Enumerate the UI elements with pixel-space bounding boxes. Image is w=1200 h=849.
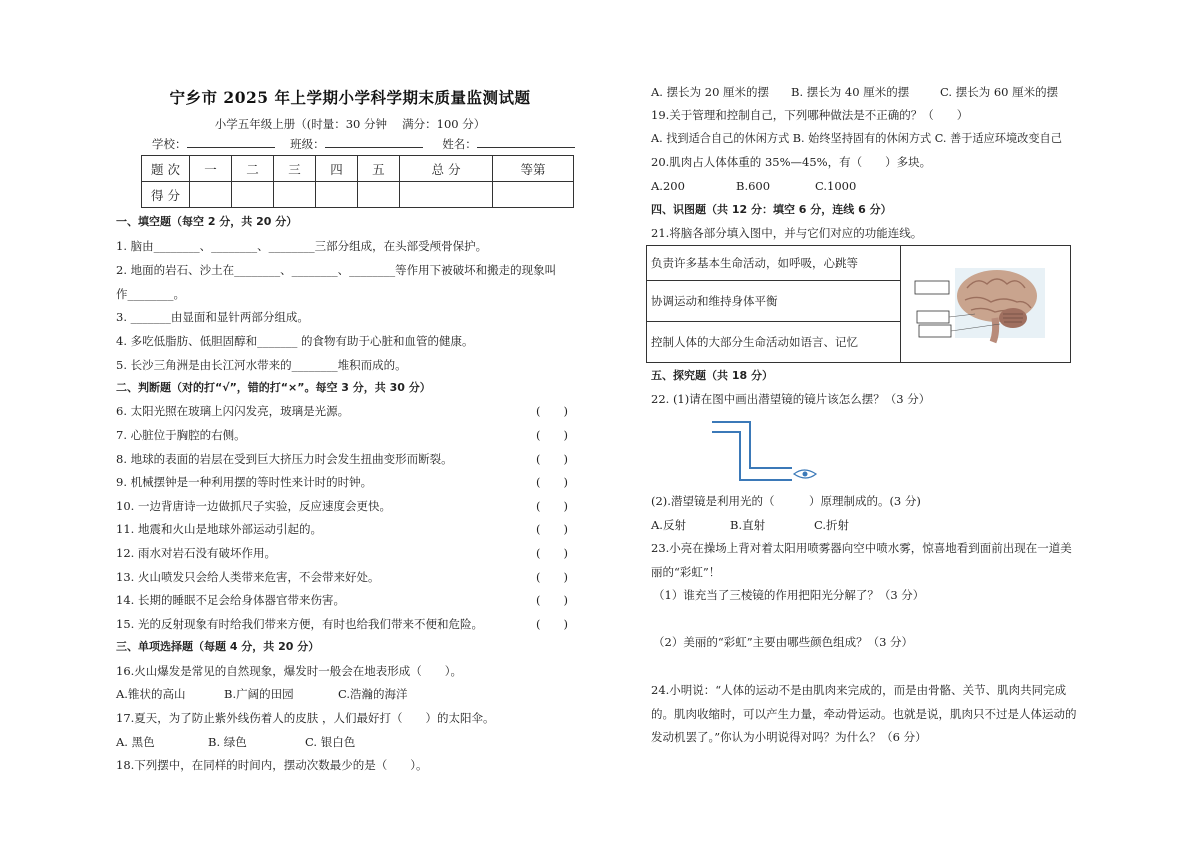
name-blank[interactable] (477, 136, 575, 148)
student-info-line (152, 136, 575, 152)
score-cell[interactable] (315, 182, 357, 208)
section4-heading: 四、识图题（共 12 分：填空 6 分，连线 6 分） (651, 203, 892, 216)
score-header-cell: 一 (190, 156, 232, 182)
q20-option-a[interactable]: A.200 (651, 179, 685, 193)
section2-heading: 二、判断题（对的打“√”，错的打“×”。每空 3 分，共 30 分） (116, 381, 431, 394)
score-header-cell: 题 次 (142, 156, 190, 182)
answer-paren[interactable]: ( ) (536, 452, 568, 466)
answer-paren[interactable]: ( ) (536, 522, 568, 536)
q18-option-c[interactable]: C. 摆长为 60 厘米的摆 (940, 85, 1059, 99)
brain-image-cell (901, 246, 1071, 363)
question-22-part1: 22. (1)请在图中画出潜望镜的镜片该怎么摆？（3 分） (651, 392, 931, 406)
brain-illustration (905, 248, 1070, 358)
answer-paren[interactable]: ( ) (536, 546, 568, 560)
question-2a: 2. 地面的岩石、沙土在________、________、________等作用下被破坏和搬走的现象叫 (116, 263, 557, 277)
question-3: 3. _______由显面和显针两部分组成。 (116, 310, 309, 324)
function-cerebrum[interactable]: 控制人体的大部分生命活动如语言、记忆 (647, 322, 901, 363)
judge-item: 15. 光的反射现象有时给我们带来方便，有时也给我们带来不便和危险。 (116, 617, 483, 631)
judge-item: 8. 地球的表面的岩层在受到巨大挤压力时会发生扭曲变形而断裂。 (116, 452, 453, 466)
school-label: 学校： (152, 137, 187, 151)
q18-option-a[interactable]: A. 摆长为 20 厘米的摆 (651, 85, 770, 99)
question-24a: 24.小明说：“人体的运动不是由肌肉来完成的，而是由骨骼、关节、肌肉共同完成 (651, 683, 1067, 697)
section1-heading: 一、填空题（每空 2 分，共 20 分） (116, 215, 298, 228)
score-cell[interactable] (190, 182, 232, 208)
blank-label-box[interactable] (919, 325, 951, 337)
q22-option-a[interactable]: A.反射 (651, 518, 686, 532)
class-blank[interactable] (325, 136, 423, 148)
q16-option-a[interactable]: A.锥状的高山 (116, 687, 186, 701)
judge-item: 6. 太阳光照在玻璃上闪闪发亮，玻璃是光源。 (116, 404, 350, 418)
score-row-label: 得 分 (142, 182, 190, 208)
question-21: 21.将脑各部分填入图中，并与它们对应的功能连线。 (651, 226, 923, 240)
score-cell[interactable] (357, 182, 399, 208)
judge-item: 14. 长期的睡眠不足会给身体器官带来伤害。 (116, 593, 345, 607)
question-24b: 的。肌肉收缩时，可以产生力量，牵动骨运动。也就是说，肌肉只不过是人体运动的 (651, 707, 1077, 721)
q22-option-b[interactable]: B.直射 (730, 518, 766, 532)
section5-heading: 五、探究题（共 18 分） (651, 369, 773, 382)
judge-item: 13. 火山喷发只会给人类带来危害，不会带来好处。 (116, 570, 380, 584)
judge-item: 9. 机械摆钟是一种利用摆的等时性来计时的时钟。 (116, 475, 373, 489)
q20-option-b[interactable]: B.600 (736, 179, 771, 193)
answer-paren[interactable]: ( ) (536, 428, 568, 442)
question-18: 18.下列摆中，在同样的时间内，摆动次数最少的是（ ）。 (116, 758, 428, 772)
score-header-cell: 等第 (493, 156, 574, 182)
q17-option-c[interactable]: C. 银白色 (305, 735, 356, 749)
brain-function-table (646, 245, 1071, 363)
question-17: 17.夏天，为了防止紫外线伤着人的皮肤 ，人们最好打（ ）的太阳伞。 (116, 711, 495, 725)
score-header-cell: 总 分 (399, 156, 492, 182)
question-5: 5. 长沙三角洲是由长江河水带来的________堆积而成的。 (116, 358, 407, 372)
blank-label-box[interactable] (915, 281, 949, 294)
q17-option-b[interactable]: B. 绿色 (208, 735, 247, 749)
q17-option-a[interactable]: A. 黑色 (116, 735, 155, 749)
score-cell[interactable] (231, 182, 273, 208)
score-cell[interactable] (493, 182, 574, 208)
score-header-cell: 五 (357, 156, 399, 182)
q18-option-b[interactable]: B. 摆长为 40 厘米的摆 (791, 85, 910, 99)
q19-options[interactable]: A. 找到适合自己的休闲方式 B. 始终坚持固有的休闲方式 C. 善于适应环境改变自己 (651, 132, 1062, 145)
score-table (141, 155, 574, 208)
question-23b: 丽的“彩虹”！ (651, 565, 721, 579)
score-header-cell: 三 (273, 156, 315, 182)
score-table-score-row (142, 182, 574, 208)
function-brainstem[interactable]: 负责许多基本生命活动，如呼吸，心跳等 (647, 246, 901, 281)
question-22-part2: (2).潜望镜是利用光的（ ）原理制成的。(3 分) (651, 494, 921, 508)
q22-option-c[interactable]: C.折射 (814, 518, 850, 532)
school-blank[interactable] (187, 136, 275, 148)
question-24c: 发动机罢了。”你认为小明说得对吗？为什么？（6 分） (651, 730, 927, 744)
answer-paren[interactable]: ( ) (536, 593, 568, 607)
judge-item: 7. 心脏位于胸腔的右侧。 (116, 428, 246, 442)
question-16: 16.火山爆发是常见的自然现象，爆发时一般会在地表形成（ ）。 (116, 664, 463, 678)
answer-paren[interactable]: ( ) (536, 570, 568, 584)
page-subtitle: 小学五年级上册（(时量：30 分钟 满分：100 分） (214, 117, 486, 131)
page-title: 宁乡市 2025 年上学期小学科学期末质量监测试题 (169, 88, 531, 107)
answer-paren[interactable]: ( ) (536, 617, 568, 631)
question-23a: 23.小亮在操场上背对着太阳用喷雾器向空中喷水雾，惊喜地看到面前出现在一道美 (651, 541, 1072, 555)
question-2b: 作________。 (116, 287, 185, 301)
q16-option-c[interactable]: C.浩瀚的海洋 (338, 687, 408, 701)
score-header-cell: 二 (231, 156, 273, 182)
question-4: 4. 多吃低脂肪、低胆固醇和_______ 的食物有助于心脏和血管的健康。 (116, 334, 474, 348)
answer-paren[interactable]: ( ) (536, 475, 568, 489)
class-label: 班级： (290, 137, 325, 151)
question-23-1: （1）谁充当了三棱镜的作用把阳光分解了？（3 分） (653, 588, 925, 602)
judge-item: 11. 地震和火山是地球外部运动引起的。 (116, 522, 322, 536)
question-1: 1. 脑由________、________、________三部分组成，在头部受颅骨保护。 (116, 239, 488, 253)
periscope-diagram[interactable] (706, 418, 826, 488)
question-19: 19.关于管理和控制自己，下列哪种做法是不正确的？（ ） (651, 108, 969, 122)
score-header-cell: 四 (315, 156, 357, 182)
q20-option-c[interactable]: C.1000 (815, 179, 857, 193)
score-cell[interactable] (273, 182, 315, 208)
section3-heading: 三、单项选择题（每题 4 分，共 20 分） (116, 640, 320, 653)
blank-label-box[interactable] (917, 311, 949, 323)
name-label: 姓名： (442, 137, 477, 151)
function-cerebellum[interactable]: 协调运动和维持身体平衡 (647, 281, 901, 322)
judge-item: 12. 雨水对岩石没有破坏作用。 (116, 546, 276, 560)
judge-item: 10. 一边背唐诗一边做抓尺子实验，反应速度会更快。 (116, 499, 391, 513)
question-23-2: （2）美丽的“彩虹”主要由哪些颜色组成？（3 分） (653, 635, 914, 649)
answer-paren[interactable]: ( ) (536, 404, 568, 418)
score-cell[interactable] (399, 182, 492, 208)
answer-paren[interactable]: ( ) (536, 499, 568, 513)
question-20: 20.肌肉占人体体重的 35%—45%，有（ ）多块。 (651, 155, 932, 169)
q16-option-b[interactable]: B.广阔的田园 (224, 687, 294, 701)
score-table-header-row (142, 156, 574, 182)
